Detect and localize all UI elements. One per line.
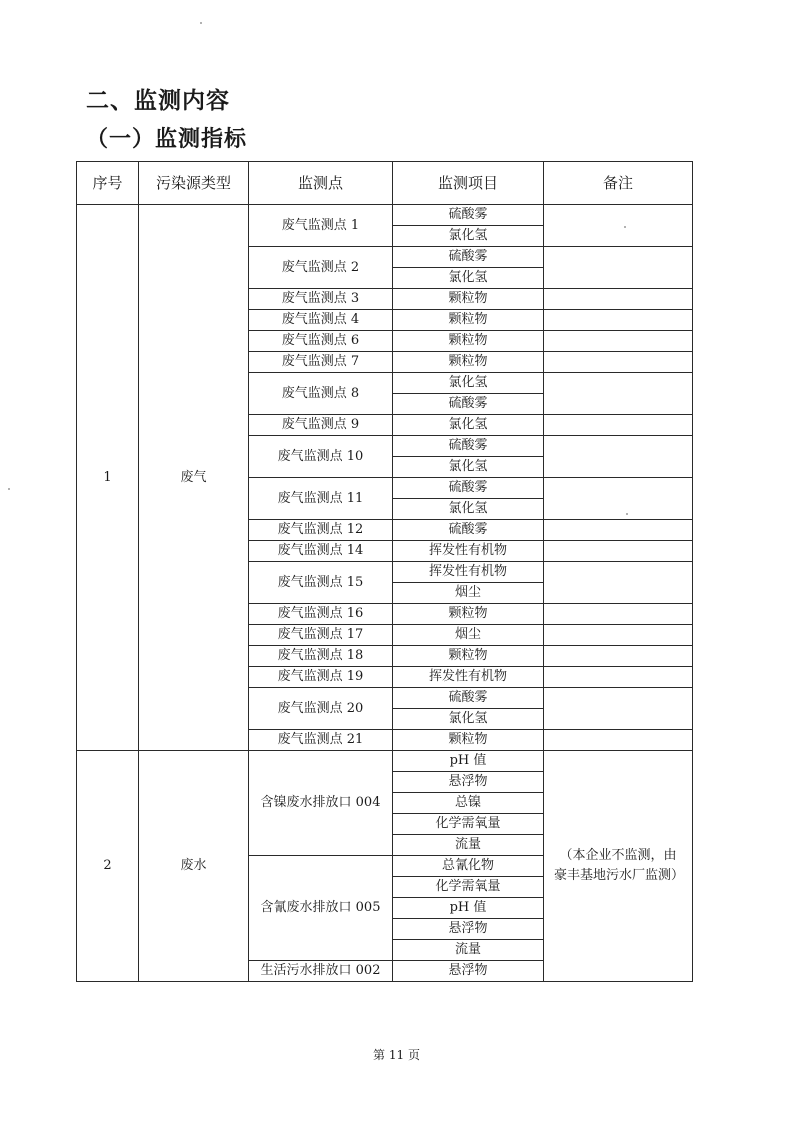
monitoring-item-cell: 颗粒物 (393, 310, 544, 331)
monitoring-item-cell: 硫酸雾 (393, 436, 544, 457)
remarks-cell (544, 331, 693, 352)
monitoring-item-cell: 氯化氢 (393, 415, 544, 436)
remarks-cell (544, 373, 693, 415)
monitoring-point-cell: 废气监测点 3 (249, 289, 393, 310)
remarks-cell (544, 289, 693, 310)
monitoring-point-cell: 废气监测点 9 (249, 415, 393, 436)
monitoring-item-cell: 硫酸雾 (393, 688, 544, 709)
remarks-cell (544, 604, 693, 625)
monitoring-item-cell: 颗粒物 (393, 331, 544, 352)
remarks-cell: （本企业不监测，由豪丰基地污水厂监测） (544, 751, 693, 982)
table-body (77, 205, 693, 982)
source-type-cell: 废水 (139, 751, 249, 982)
remarks-cell (544, 667, 693, 688)
remarks-cell (544, 541, 693, 562)
remarks-cell (544, 520, 693, 541)
remarks-cell (544, 310, 693, 331)
header-remarks: 备注 (544, 162, 693, 205)
monitoring-item-cell: 悬浮物 (393, 772, 544, 793)
monitoring-item-cell: 氯化氢 (393, 226, 544, 247)
monitoring-point-cell: 废气监测点 11 (249, 478, 393, 520)
monitoring-item-cell: 颗粒物 (393, 646, 544, 667)
monitoring-point-cell: 废气监测点 8 (249, 373, 393, 415)
remarks-cell (544, 415, 693, 436)
header-index: 序号 (77, 162, 139, 205)
monitoring-item-cell: 流量 (393, 940, 544, 961)
monitoring-item-cell: 化学需氧量 (393, 877, 544, 898)
monitoring-point-cell: 废气监测点 1 (249, 205, 393, 247)
monitoring-point-cell: 废气监测点 14 (249, 541, 393, 562)
monitoring-point-cell: 废气监测点 16 (249, 604, 393, 625)
monitoring-item-cell: 颗粒物 (393, 289, 544, 310)
monitoring-item-cell: 流量 (393, 835, 544, 856)
monitoring-item-cell: 颗粒物 (393, 352, 544, 373)
monitoring-point-cell: 废气监测点 17 (249, 625, 393, 646)
header-monitoring-point: 监测点 (249, 162, 393, 205)
monitoring-item-cell: 氯化氢 (393, 268, 544, 289)
monitoring-item-cell: 氯化氢 (393, 457, 544, 478)
monitoring-point-cell: 废气监测点 7 (249, 352, 393, 373)
monitoring-point-cell: 废气监测点 20 (249, 688, 393, 730)
header-source-type: 污染源类型 (139, 162, 249, 205)
monitoring-item-cell: 氯化氢 (393, 499, 544, 520)
monitoring-item-cell: 化学需氧量 (393, 814, 544, 835)
subsection-heading: （一）监测指标 (86, 127, 248, 152)
monitoring-item-cell: 颗粒物 (393, 604, 544, 625)
table-row (77, 751, 693, 772)
monitoring-item-cell: 硫酸雾 (393, 205, 544, 226)
monitoring-point-cell: 废气监测点 6 (249, 331, 393, 352)
monitoring-item-cell: 颗粒物 (393, 730, 544, 751)
remarks-cell (544, 646, 693, 667)
remarks-cell (544, 478, 693, 520)
monitoring-item-cell: 悬浮物 (393, 961, 544, 982)
monitoring-point-cell: 废气监测点 19 (249, 667, 393, 688)
scan-speck (626, 513, 628, 515)
monitoring-item-cell: 硫酸雾 (393, 520, 544, 541)
monitoring-item-cell: 烟尘 (393, 583, 544, 604)
monitoring-point-cell: 废气监测点 4 (249, 310, 393, 331)
remarks-cell (544, 436, 693, 478)
monitoring-point-cell: 废气监测点 2 (249, 247, 393, 289)
monitoring-point-cell: 含镍废水排放口 004 (249, 751, 393, 856)
monitoring-item-cell: 氯化氢 (393, 709, 544, 730)
row-index-cell: 2 (77, 751, 139, 982)
monitoring-item-cell: 挥发性有机物 (393, 562, 544, 583)
remarks-cell (544, 562, 693, 604)
scan-speck (8, 488, 10, 490)
monitoring-item-cell: 氯化氢 (393, 373, 544, 394)
section-heading: 二、监测内容 (86, 88, 230, 114)
table-header-row (77, 162, 693, 205)
page-number: 第 11 页 (373, 1048, 420, 1062)
monitoring-point-cell: 废气监测点 12 (249, 520, 393, 541)
monitoring-item-cell: 挥发性有机物 (393, 541, 544, 562)
header-monitoring-item: 监测项目 (393, 162, 544, 205)
monitoring-point-cell: 废气监测点 21 (249, 730, 393, 751)
monitoring-point-cell: 废气监测点 10 (249, 436, 393, 478)
monitoring-item-cell: 挥发性有机物 (393, 667, 544, 688)
remarks-cell (544, 730, 693, 751)
row-index-cell: 1 (77, 205, 139, 751)
monitoring-item-cell: 硫酸雾 (393, 394, 544, 415)
remarks-cell (544, 352, 693, 373)
monitoring-item-cell: 硫酸雾 (393, 247, 544, 268)
scan-speck (200, 22, 202, 24)
monitoring-item-cell: 硫酸雾 (393, 478, 544, 499)
monitoring-point-cell: 生活污水排放口 002 (249, 961, 393, 982)
monitoring-item-cell: 烟尘 (393, 625, 544, 646)
remarks-cell (544, 625, 693, 646)
monitoring-point-cell: 含氰废水排放口 005 (249, 856, 393, 961)
monitoring-item-cell: pH 值 (393, 751, 544, 772)
monitoring-item-cell: 悬浮物 (393, 919, 544, 940)
monitoring-indicator-table (76, 161, 693, 982)
monitoring-item-cell: pH 值 (393, 898, 544, 919)
monitoring-item-cell: 总氰化物 (393, 856, 544, 877)
table-row (77, 205, 693, 226)
monitoring-item-cell: 总镍 (393, 793, 544, 814)
source-type-cell: 废气 (139, 205, 249, 751)
monitoring-point-cell: 废气监测点 18 (249, 646, 393, 667)
remarks-cell (544, 247, 693, 289)
remarks-cell (544, 688, 693, 730)
remarks-cell (544, 205, 693, 247)
scan-speck (624, 226, 626, 228)
monitoring-point-cell: 废气监测点 15 (249, 562, 393, 604)
